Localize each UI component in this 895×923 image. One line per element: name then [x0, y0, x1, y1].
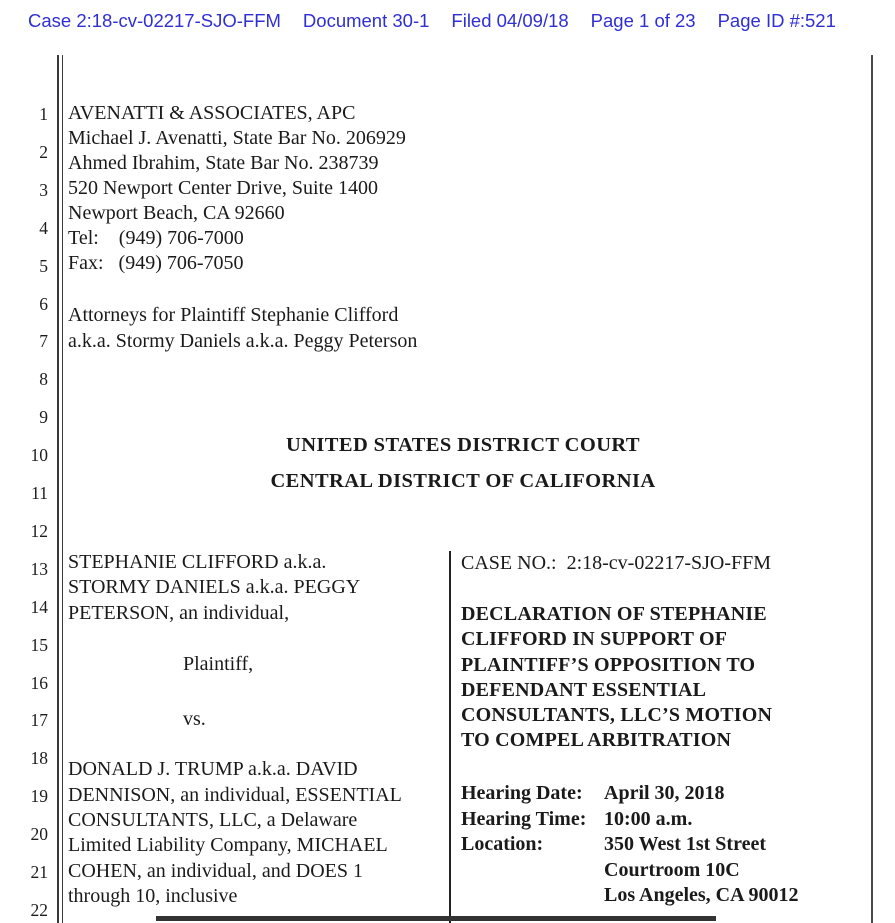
court-title — [68, 434, 858, 493]
versus-label: vs. — [183, 708, 206, 731]
line-number: 21 — [30, 862, 48, 882]
line-number: 15 — [30, 634, 48, 655]
hearing-value: Courtroom 10C — [604, 858, 740, 881]
document-title-line: TO COMPEL ARBITRATION — [461, 729, 732, 752]
document-title-line: PLAINTIFF’S OPPOSITION TO — [461, 653, 756, 676]
defendant-name-line: CONSULTANTS, LLC, a Delaware — [68, 809, 358, 832]
caption-bottom-bar — [156, 916, 716, 921]
ecf-stamp-segment: Document 30-1 — [302, 10, 430, 31]
line-number: 10 — [30, 445, 48, 466]
hearing-value: Los Angeles, CA 90012 — [604, 884, 799, 907]
document-title-line: DEFENDANT ESSENTIAL — [461, 678, 707, 701]
plaintiff-name-line: STORMY DANIELS a.k.a. PEGGY — [68, 576, 361, 599]
attorneys-for-line: a.k.a. Stormy Daniels a.k.a. Peggy Peterson — [68, 329, 418, 352]
line-number: 8 — [39, 369, 48, 390]
plaintiff-name-line: STEPHANIE CLIFFORD a.k.a. — [68, 551, 327, 573]
hearing-info-row — [461, 781, 863, 807]
line-number: 20 — [30, 824, 48, 845]
document-title-line: CLIFFORD IN SUPPORT OF — [461, 628, 728, 651]
hearing-label — [461, 883, 604, 909]
attorney-info-line: AVENATTI & ASSOCIATES, APC — [68, 102, 356, 124]
line-number: 16 — [30, 672, 48, 693]
attorneys-for-block — [68, 303, 417, 354]
attorney-info-line: Newport Beach, CA 92660 — [68, 202, 285, 224]
document-title-line: CONSULTANTS, LLC’S MOTION — [461, 704, 773, 727]
defendant-name-line: DENNISON, an individual, ESSENTIAL — [68, 783, 402, 806]
caption-case-column — [461, 551, 863, 909]
court-name: UNITED STATES DISTRICT COURT — [286, 434, 640, 456]
line-number: 22 — [30, 899, 48, 920]
attorney-info-line: Fax: (949) 706-7050 — [68, 252, 244, 274]
attorney-info-line: 520 Newport Center Drive, Suite 1400 — [68, 177, 378, 199]
line-number: 13 — [30, 558, 48, 579]
hearing-info-row — [461, 832, 863, 858]
defendant-name-line: Limited Liability Company, MICHAEL — [68, 834, 388, 857]
line-number: 9 — [39, 407, 48, 428]
ecf-stamp-segment: Filed 04/09/18 — [451, 10, 569, 31]
attorney-info-block — [68, 101, 406, 276]
hearing-value: 350 West 1st Street — [604, 833, 767, 856]
line-number: 1 — [39, 104, 48, 124]
hearing-value: April 30, 2018 — [604, 782, 725, 805]
line-number: 18 — [30, 748, 48, 769]
ecf-stamp-segment: Page ID #:521 — [717, 10, 836, 31]
left-margin-rule-outer — [57, 55, 59, 923]
court-district: CENTRAL DISTRICT OF CALIFORNIA — [270, 470, 656, 492]
ecf-stamp-segment: Page 1 of 23 — [590, 10, 696, 31]
line-number: 4 — [39, 217, 48, 238]
plaintiff-name-block — [68, 550, 443, 626]
line-number: 5 — [39, 255, 48, 276]
ecf-stamp-header — [28, 10, 836, 32]
caption-parties-column — [68, 550, 443, 909]
hearing-info-row — [461, 858, 863, 884]
defendant-name-line: DONALD J. TRUMP a.k.a. DAVID — [68, 758, 358, 781]
defendant-name-line: through 10, inclusive — [68, 884, 238, 907]
right-margin-rule — [871, 55, 873, 923]
line-number: 6 — [39, 293, 48, 314]
defendant-name-block — [68, 757, 443, 909]
attorneys-for-line: Attorneys for Plaintiff Stephanie Clifford — [68, 304, 399, 326]
line-number: 7 — [39, 331, 48, 352]
attorney-info-line: Tel: (949) 706-7000 — [68, 227, 244, 249]
left-margin-rule-inner — [62, 55, 64, 923]
line-number: 19 — [30, 786, 48, 807]
hearing-label: Location: — [461, 833, 544, 856]
line-number: 17 — [30, 710, 48, 731]
hearing-label: Hearing Time: — [461, 807, 587, 830]
attorney-info-line: Ahmed Ibrahim, State Bar No. 238739 — [68, 152, 379, 174]
plaintiff-role-label: Plaintiff, — [183, 652, 254, 675]
line-number: 12 — [30, 520, 48, 541]
hearing-info-row — [461, 883, 863, 909]
line-number: 14 — [30, 596, 48, 617]
plaintiff-name-line: PETERSON, an individual, — [68, 601, 290, 624]
document-title — [461, 602, 863, 753]
line-number: 2 — [39, 141, 48, 162]
hearing-info-row — [461, 807, 863, 833]
line-number: 3 — [39, 179, 48, 200]
hearing-label: Hearing Date: — [461, 782, 583, 805]
document-title-line: DECLARATION OF STEPHANIE — [461, 603, 767, 626]
hearing-label — [461, 858, 604, 884]
hearing-value: 10:00 a.m. — [604, 807, 693, 830]
attorney-info-line: Michael J. Avenatti, State Bar No. 206929 — [68, 127, 406, 149]
case-number: CASE NO.: 2:18-cv-02217-SJO-FFM — [461, 552, 772, 574]
ecf-stamp-segment: Case 2:18-cv-02217-SJO-FFM — [28, 10, 281, 31]
caption-divider-rule — [449, 551, 451, 923]
hearing-info-block — [461, 781, 863, 909]
defendant-name-line: COHEN, an individual, and DOES 1 — [68, 859, 363, 882]
line-number: 11 — [31, 483, 48, 503]
